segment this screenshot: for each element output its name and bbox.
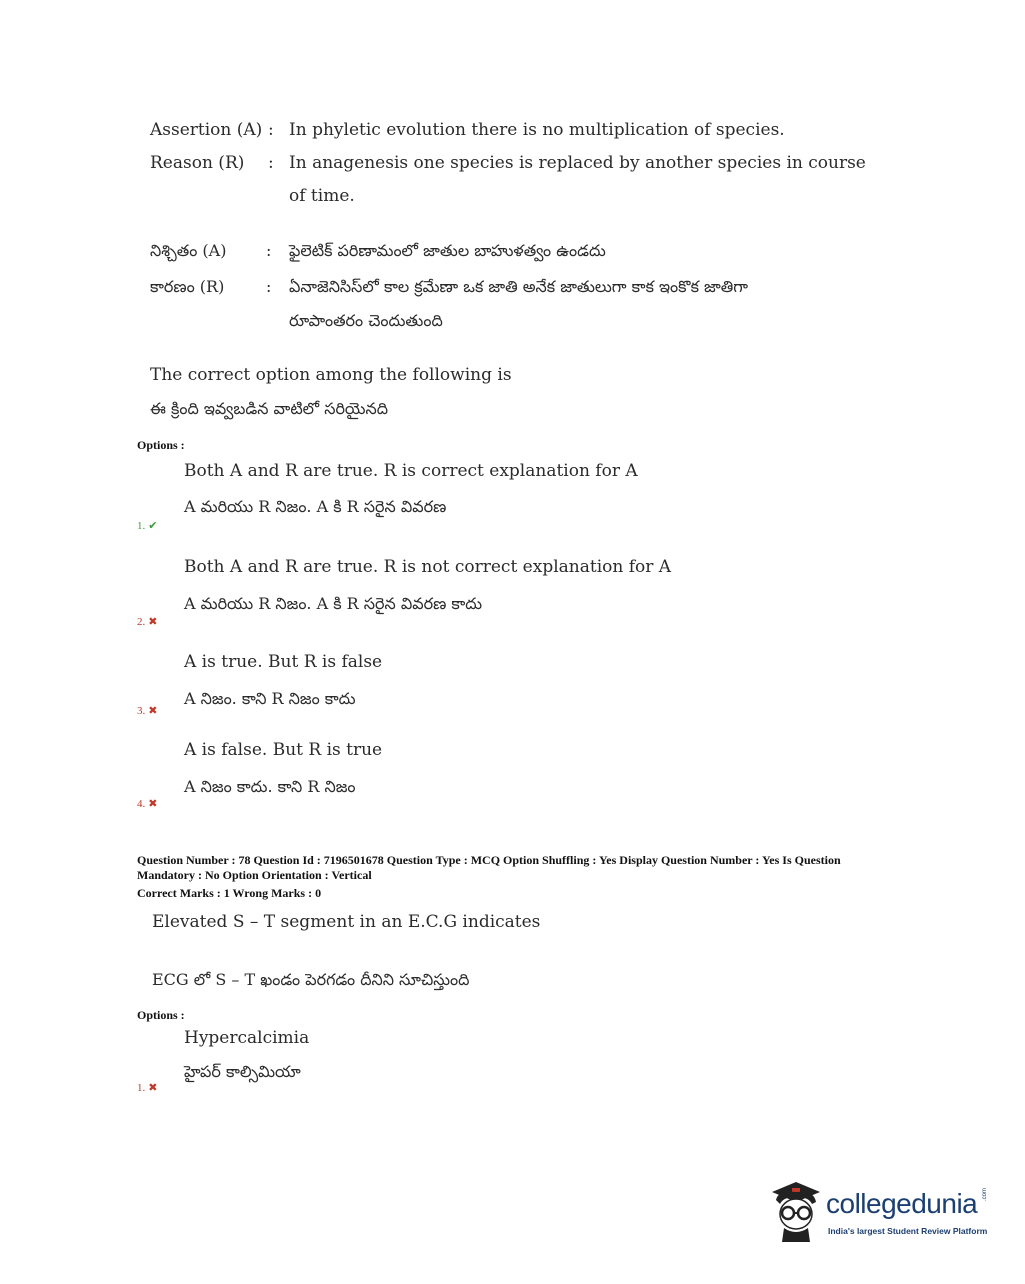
mascot-icon bbox=[768, 1178, 824, 1244]
question-meta-line1: Question Number : 78 Question Id : 7196501678 Question Type : MCQ Option Shuffling : Yes Display Question Number : Yes Is Question bbox=[137, 853, 841, 867]
cross-icon: ✖ bbox=[148, 798, 158, 810]
reason-label: Reason (R) bbox=[150, 153, 245, 173]
question-en: Elevated S – T segment in an E.C.G indicates bbox=[152, 912, 541, 932]
marks-line: Correct Marks : 1 Wrong Marks : 0 bbox=[137, 886, 322, 900]
option-4-te: A నిజం కాదు. కాని R నిజం bbox=[184, 777, 356, 796]
brand-name: collegedunia bbox=[826, 1188, 978, 1219]
te-reason-text-line1: ఏనాజెనిసిస్‌లో కాల క్రమేణా ఒక జాతి అనేక జాతులుగా కాక ఇంకొక జాతిగా bbox=[289, 277, 749, 296]
te-assertion-text: ఫైలెటిక్ పరిణామంలో జాతుల బాహుళత్వం ఉండదు bbox=[289, 241, 606, 260]
prompt-te: ఈ క్రింది ఇవ్వబడిన వాటిలో సరియైనది bbox=[150, 399, 389, 418]
option-number: 2. bbox=[137, 616, 146, 628]
options-label: Options : bbox=[137, 438, 185, 452]
option-number: 3. bbox=[137, 705, 146, 717]
te-reason-colon: : bbox=[266, 277, 272, 296]
prompt-en: The correct option among the following is bbox=[150, 365, 512, 385]
option-3-te: A నిజం. కాని R నిజం కాదు bbox=[184, 689, 356, 708]
te-assertion-colon: : bbox=[266, 241, 272, 260]
q78-option-1-number bbox=[137, 1081, 157, 1094]
option-4-number bbox=[137, 797, 157, 810]
cross-icon: ✖ bbox=[148, 1082, 158, 1094]
q78-option-1-te: హైపర్ కాల్సిమియా bbox=[184, 1062, 301, 1081]
brand-tagline: India's largest Student Review Platform bbox=[828, 1226, 988, 1236]
te-reason-text-line2: రూపాంతరం చెందుతుంది bbox=[289, 311, 443, 330]
question-te: ECG లో S – T ఖండం పెరగడం దీనిని సూచిస్తుంది bbox=[152, 970, 470, 989]
option-2-en: Both A and R are true. R is not correct explanation for A bbox=[184, 557, 672, 577]
option-4-en: A is false. But R is true bbox=[184, 740, 383, 760]
check-icon: ✔ bbox=[148, 520, 158, 532]
options-label-78: Options : bbox=[137, 1008, 185, 1022]
option-2-number bbox=[137, 615, 157, 628]
cross-icon: ✖ bbox=[148, 705, 158, 717]
option-1-en: Both A and R are true. R is correct explanation for A bbox=[184, 461, 638, 481]
cross-icon: ✖ bbox=[148, 616, 158, 628]
assertion-colon: : bbox=[268, 120, 274, 140]
reason-text-line2: of time. bbox=[289, 186, 355, 206]
brand-domain-suffix: .com bbox=[982, 1187, 988, 1201]
option-2-te: A మరియు R నిజం. A కి R సరైన వివరణ కాదు bbox=[184, 594, 483, 613]
question-meta-line2: Mandatory : No Option Orientation : Vertical bbox=[137, 868, 372, 882]
reason-text-line1: In anagenesis one species is replaced by another species in course bbox=[289, 153, 866, 173]
option-3-en: A is true. But R is false bbox=[184, 652, 383, 672]
te-reason-label: కారణం (R) bbox=[150, 277, 225, 296]
option-1-number bbox=[137, 519, 157, 532]
option-number: 4. bbox=[137, 798, 146, 810]
te-assertion-label: నిశ్చితం (A) bbox=[150, 241, 227, 260]
assertion-label: Assertion (A) bbox=[150, 120, 263, 140]
q78-option-1-en: Hypercalcimia bbox=[184, 1028, 310, 1048]
option-number: 1. bbox=[137, 1082, 146, 1094]
option-1-te: A మరియు R నిజం. A కి R సరైన వివరణ bbox=[184, 497, 447, 516]
option-number: 1. bbox=[137, 520, 146, 532]
assertion-text: In phyletic evolution there is no multiplication of species. bbox=[289, 120, 785, 140]
option-3-number bbox=[137, 704, 157, 717]
brand-logo bbox=[768, 1178, 994, 1248]
reason-colon: : bbox=[268, 153, 274, 173]
